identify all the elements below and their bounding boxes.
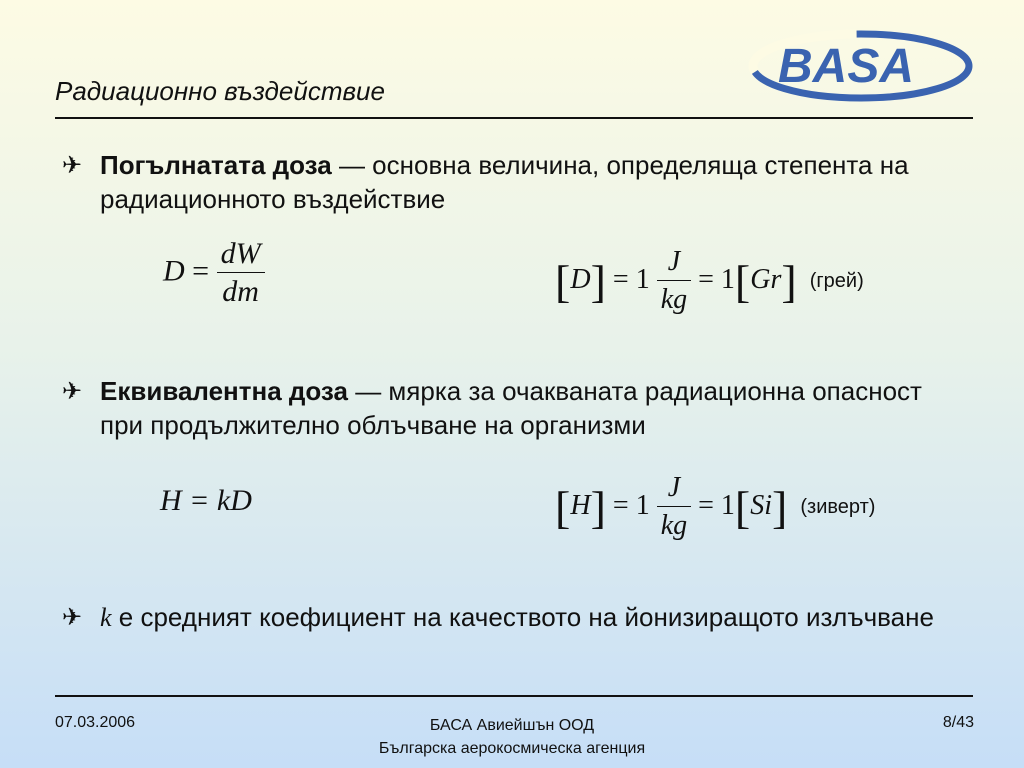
- footer-date: 07.03.2006: [55, 714, 136, 731]
- footer-organization: [312, 714, 712, 760]
- footer-divider: [55, 695, 973, 697]
- formula-absorbed-dose: D = $\frac{dW}{dm}$: [163, 236, 265, 311]
- airplane-icon: ✈: [62, 151, 83, 179]
- bullet-equivalent-dose: [62, 374, 962, 442]
- formula-absorbed-dose-unit: [D] = 1 $\frac{J}{kg}$ = 1[Gr] (грей): [555, 246, 864, 315]
- unit-name-gray: (грей): [809, 270, 864, 292]
- page-number: 8/43: [942, 714, 974, 731]
- header-divider: [55, 117, 973, 119]
- bullet-absorbed-dose: [62, 148, 962, 216]
- airplane-icon: ✈: [62, 603, 83, 631]
- term-absorbed-dose: Погълнатата доза: [100, 150, 332, 180]
- equivalent-dose-description: — мярка за очакваната радиационна опасност при продължително облъчване на организми: [100, 376, 922, 440]
- term-equivalent-dose: Еквивалентна доза: [100, 376, 348, 406]
- page-title: Радиационно въздействие: [55, 76, 385, 106]
- footer-org-name: БАСА Авиейшън ООД: [429, 717, 595, 734]
- unit-name-sievert: (зиверт): [800, 496, 876, 518]
- absorbed-dose-description: — основна величина, определяща степента на радиационното въздействие: [100, 150, 909, 214]
- formula-equivalent-dose-unit: [H] = 1 $\frac{J}{kg}$ = 1[Si] (зиверт): [555, 472, 876, 541]
- quality-factor-description: е средният коефициент на качеството на йонизиращото излъчване: [111, 602, 934, 632]
- airplane-icon: ✈: [62, 377, 83, 405]
- logo-text: BASA: [778, 40, 915, 93]
- formula-equivalent-dose: H = kD: [160, 484, 252, 517]
- basa-logo: [748, 26, 974, 104]
- footer-org-subtitle: Българска аерокосмическа агенция: [378, 740, 646, 757]
- variable-k: k: [100, 603, 112, 632]
- bullet-quality-factor: [62, 600, 962, 635]
